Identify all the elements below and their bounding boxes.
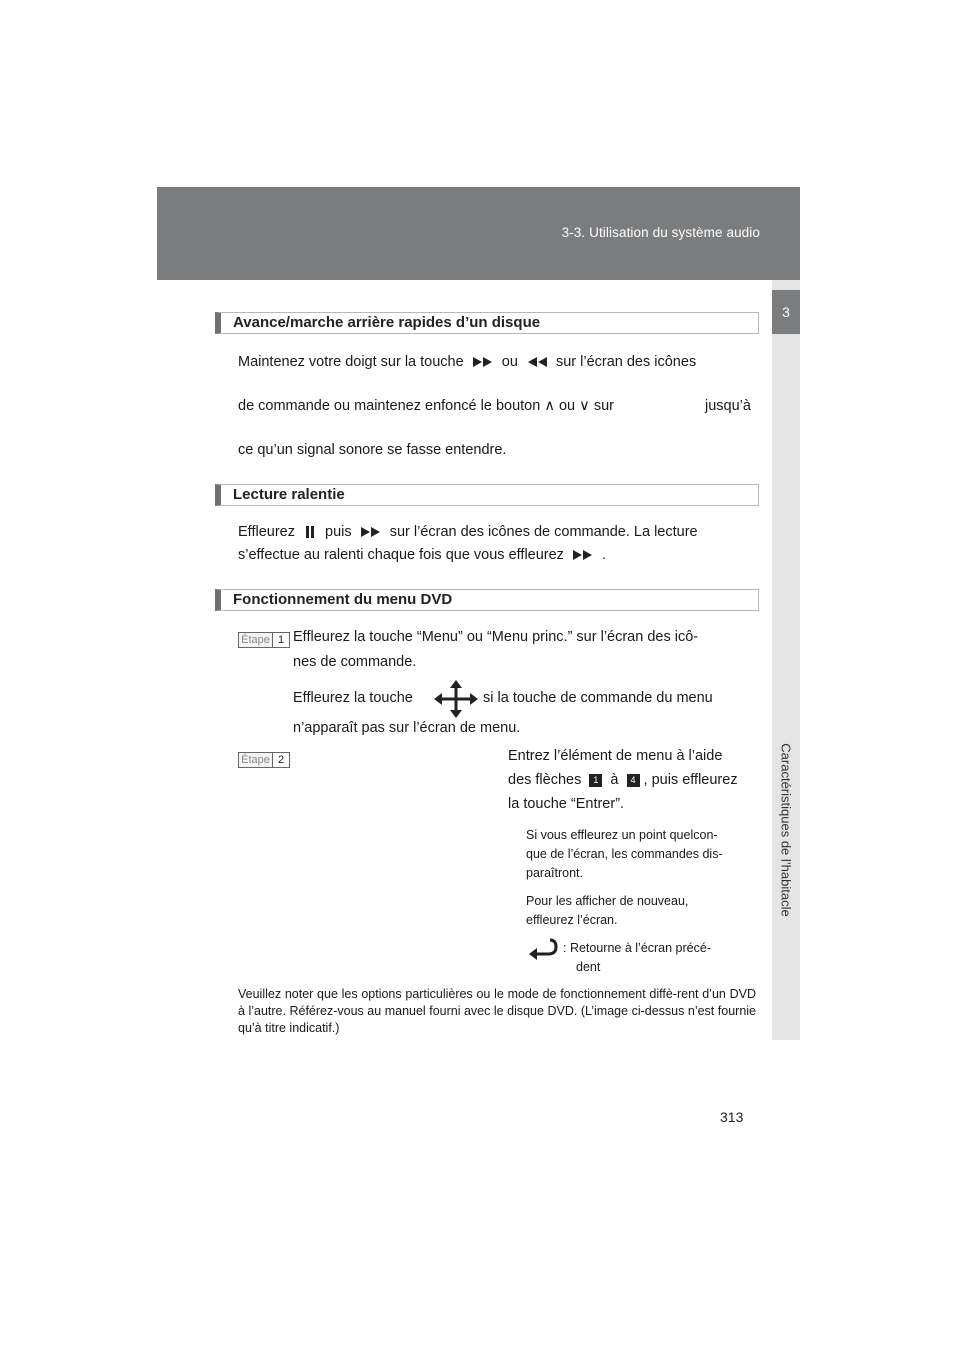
hint-line: Si vous effleurez un point quelcon- — [526, 828, 718, 842]
return-description: dent — [576, 960, 601, 974]
seek-down-symbol: ∨ — [579, 398, 590, 414]
paragraph-line: Maintenez votre doigt sur la touche ou sur l’écran des icônes — [238, 354, 697, 370]
return-description: : Retourne à l’écran précé- — [563, 941, 711, 955]
step1-line: Effleurez la touche “Menu” ou “Menu princ.” sur l’écran des icô- — [293, 629, 699, 645]
paragraph-line: de commande ou maintenez enfoncé le bouton ∧ ou ∨ sur — [238, 398, 614, 414]
page-number: 313 — [720, 1109, 744, 1125]
section-heading-slow-playback — [215, 484, 759, 506]
arrow-number-badge: 4 — [627, 774, 640, 787]
directional-arrows-icon — [434, 680, 478, 718]
step2-line: Entrez l’élément de menu à l’aide — [508, 748, 723, 764]
step1-subline: n’apparaît pas sur l’écran de menu. — [293, 720, 521, 736]
return-icon — [528, 938, 558, 960]
pause-icon — [303, 526, 317, 538]
hint-line: Pour les afficher de nouveau, — [526, 894, 689, 908]
fast-forward-icon — [471, 357, 495, 367]
section-heading-dvd-menu — [215, 589, 759, 611]
hint-line: que de l’écran, les commandes dis- — [526, 847, 723, 861]
step-label-2: Étape 2 — [238, 752, 290, 768]
fast-forward-icon — [571, 550, 595, 560]
section-title: Avance/marche arrière rapides d’un disque — [233, 314, 541, 331]
step1-line: nes de commande. — [293, 654, 417, 670]
disclaimer-note: Veuillez noter que les options particulières ou le mode de fonctionnement diffè-rent d’un DVD à l’autre. Référez-vous au manuel fourni avec le disque DVD. (L’image ci-dessus n’est fournie qu’à titre indicatif.) — [238, 987, 756, 1035]
fast-forward-icon — [359, 527, 383, 537]
hint-line: paraîtront. — [526, 866, 583, 880]
step-label-1: Étape 1 — [238, 632, 290, 648]
section-title: Fonctionnement du menu DVD — [233, 591, 453, 608]
section-heading-fast-forward — [215, 312, 759, 334]
step2-line: la touche “Entrer”. — [508, 796, 625, 812]
chapter-side-tab — [772, 280, 800, 1040]
seek-up-symbol: ∧ — [544, 398, 555, 414]
section-breadcrumb: 3-3. Utilisation du système audio — [561, 225, 760, 240]
chapter-title: Caractéristiques de l’habitacle — [778, 743, 794, 917]
step2-line: des flèches 1 à 4 , puis effleurez — [508, 772, 738, 788]
paragraph-line-end: jusqu’à — [705, 398, 751, 414]
hint-line: effleurez l’écran. — [526, 913, 618, 927]
paragraph-line: s’effectue au ralenti chaque fois que vous effleurez . — [238, 547, 607, 563]
step1-subline: Effleurez la touche — [293, 690, 413, 706]
paragraph-line: Effleurez puis sur l’écran des icônes de commande. La lecture — [238, 524, 698, 540]
section-title: Lecture ralentie — [233, 486, 345, 503]
arrow-number-badge: 1 — [589, 774, 602, 787]
rewind-icon — [525, 357, 549, 367]
chapter-number: 3 — [772, 290, 800, 334]
header-band — [157, 187, 800, 280]
paragraph-line: ce qu’un signal sonore se fasse entendre. — [238, 442, 507, 458]
step1-subline: si la touche de commande du menu — [483, 690, 713, 706]
